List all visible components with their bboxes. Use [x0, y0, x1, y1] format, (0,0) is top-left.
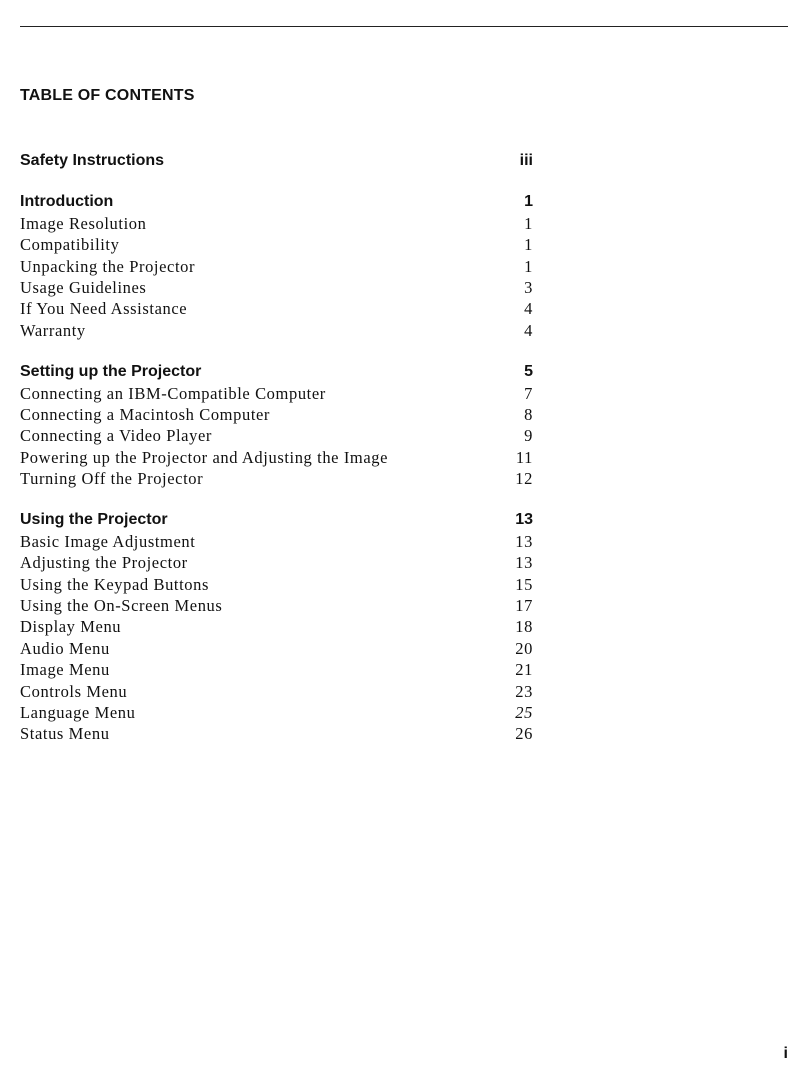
toc-entry-label: Audio Menu: [20, 638, 110, 658]
toc-entry-label: Powering up the Projector and Adjusting the Image: [20, 447, 389, 467]
toc-heading-label: Safety Instructions: [20, 152, 165, 169]
header-rule: [20, 26, 788, 27]
toc-entry[interactable]: [20, 531, 533, 552]
toc-entry[interactable]: [20, 256, 533, 277]
toc-entry-page: 18: [515, 617, 533, 637]
toc-entry-page: 4: [524, 299, 533, 319]
toc-entry-page: 13: [515, 531, 533, 551]
toc-entry-label: Adjusting the Projector: [20, 553, 188, 573]
page-number: i: [783, 1045, 788, 1062]
toc-entry[interactable]: [20, 681, 533, 702]
toc-entry-page: 1: [524, 256, 533, 276]
toc-entry[interactable]: [20, 320, 533, 341]
toc-heading-page: iii: [519, 152, 533, 169]
toc-heading-label: Using the Projector: [20, 511, 168, 529]
toc-entry[interactable]: [20, 595, 533, 616]
toc-entry-page: 11: [515, 447, 533, 467]
toc-title: TABLE OF CONTENTS: [20, 87, 195, 104]
toc-entry-label: Connecting a Video Player: [20, 426, 212, 446]
toc-entry-label: Turning Off the Projector: [20, 469, 204, 489]
toc-heading-label: Introduction: [20, 193, 114, 211]
toc-entry[interactable]: [20, 277, 533, 298]
toc-section-safety: [20, 150, 533, 171]
toc-list: [20, 150, 533, 765]
toc-entry-label: Using the Keypad Buttons: [20, 574, 210, 594]
toc-entry-label: Connecting a Macintosh Computer: [20, 404, 271, 424]
toc-entry-label: Controls Menu: [20, 681, 128, 701]
toc-entry-label: Image Menu: [20, 660, 110, 680]
toc-entry-page: 1: [524, 235, 533, 255]
toc-entry-page: 20: [515, 638, 533, 658]
toc-heading-row[interactable]: [20, 150, 533, 171]
toc-heading-row[interactable]: [20, 361, 533, 382]
toc-entry[interactable]: [20, 659, 533, 680]
toc-heading-page: 5: [524, 363, 533, 381]
toc-entry-label: Usage Guidelines: [20, 277, 147, 297]
toc-section-using: [20, 509, 533, 744]
toc-entry[interactable]: [20, 723, 533, 744]
toc-entry-label: Status Menu: [20, 724, 110, 744]
toc-entry-label: Display Menu: [20, 617, 122, 637]
toc-section-setting-up: [20, 361, 533, 489]
toc-entry-page: 26: [515, 724, 533, 744]
toc-heading-page: 13: [515, 511, 533, 529]
toc-entry-page: 3: [524, 277, 533, 297]
toc-entry-page: 13: [515, 553, 533, 573]
toc-entry[interactable]: [20, 234, 533, 255]
toc-entry-page: 15: [515, 574, 533, 594]
toc-section-introduction: [20, 191, 533, 341]
toc-entry-page: 4: [524, 320, 533, 340]
toc-entry-label: Using the On-Screen Menus: [20, 596, 223, 616]
toc-entry[interactable]: [20, 213, 533, 234]
toc-entry-label: Unpacking the Projector: [20, 256, 196, 276]
toc-entry-page: 7: [524, 383, 533, 403]
toc-entry-page: 9: [524, 426, 533, 446]
toc-entry-page: 8: [524, 404, 533, 424]
toc-entry-label: Connecting an IBM-Compatible Computer: [20, 383, 326, 403]
toc-entry[interactable]: [20, 447, 533, 468]
toc-entry[interactable]: [20, 425, 533, 446]
toc-heading-label: Setting up the Projector: [20, 363, 202, 381]
toc-entry-page: 21: [515, 660, 533, 680]
toc-entry[interactable]: [20, 298, 533, 319]
toc-entry-page: 1: [524, 213, 533, 233]
toc-heading-page: 1: [524, 193, 533, 211]
toc-heading-row[interactable]: [20, 509, 533, 530]
toc-entry[interactable]: [20, 468, 533, 489]
toc-entry-page: 23: [515, 681, 533, 701]
toc-entry-label: Compatibility: [20, 235, 120, 255]
toc-entry[interactable]: [20, 638, 533, 659]
toc-entry-label: Warranty: [20, 320, 86, 340]
toc-entry[interactable]: [20, 702, 533, 723]
toc-entry-label: Language Menu: [20, 702, 136, 722]
toc-entry[interactable]: [20, 404, 533, 425]
toc-entry-label: Basic Image Adjustment: [20, 531, 196, 551]
toc-entry-label: If You Need Assistance: [20, 299, 188, 319]
toc-entry-page: 25: [515, 702, 533, 722]
toc-entry[interactable]: [20, 616, 533, 637]
toc-heading-row[interactable]: [20, 191, 533, 212]
toc-entry[interactable]: [20, 574, 533, 595]
toc-entry[interactable]: [20, 552, 533, 573]
toc-entry[interactable]: [20, 383, 533, 404]
toc-entry-page: 17: [515, 596, 533, 616]
toc-entry-label: Image Resolution: [20, 213, 147, 233]
toc-entry-page: 12: [515, 469, 533, 489]
